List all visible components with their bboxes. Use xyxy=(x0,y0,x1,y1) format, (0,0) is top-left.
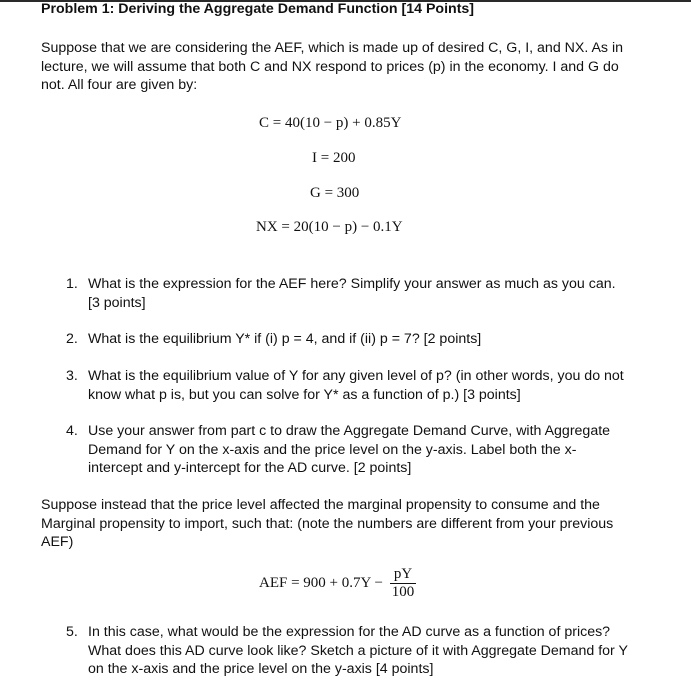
question-text: In this case, what would be the expression for the AD curve as a function of prices? What does this AD curve look like? Sketch a picture of it with Aggregate Demand for Y on the x-axis and the price level on the y-axis [4 points] xyxy=(88,624,628,677)
aef-fraction xyxy=(390,566,417,601)
equation-aef xyxy=(259,566,416,601)
intro-paragraph: Suppose that we are considering the AEF, which is made up of desired C, G, I, and NX. As in lecture, we will assume that both C and NX respond to prices (p) in the economy. I and G do not. All four are given by: xyxy=(41,40,624,93)
question-number: 3. xyxy=(66,368,78,384)
question-text: What is the expression for the AEF here? Simplify your answer as much as you can. [3 points] xyxy=(88,276,616,311)
question-number: 4. xyxy=(66,423,78,439)
problem-title: Problem 1: Deriving the Aggregate Demand Function [14 Points] xyxy=(41,1,475,17)
question-text: What is the equilibrium Y* if (i) p = 4, and if (ii) p = 7? [2 points] xyxy=(88,331,482,347)
question-number: 2. xyxy=(66,331,78,347)
equation-consumption: C = 40(10 − p) + 0.85Y xyxy=(259,115,402,131)
second-intro-paragraph: Suppose instead that the price level affected the marginal propensity to consume and the Marginal propensity to import, such that: (note the numbers are different from your previous AEF) xyxy=(41,497,614,550)
question-text: Use your answer from part c to draw the Aggregate Demand Curve, with Aggregate Demand for Y on the x-axis and the price level on the y-axis. Label both the x-intercept and y-intercept for the AD curve. [2 points] xyxy=(88,423,611,476)
equation-government: G = 300 xyxy=(310,185,360,201)
equation-investment: I = 200 xyxy=(312,150,356,166)
question-number: 5. xyxy=(66,624,78,640)
aef-denominator: 100 xyxy=(391,584,415,600)
question-text: What is the equilibrium value of Y for any given level of p? (in other words, you do not know what p is, but you can solve for Y* as a function of p.) [3 points] xyxy=(88,368,624,403)
aef-left: AEF = 900 + 0.7Y − xyxy=(259,574,383,591)
question-number: 1. xyxy=(66,276,78,292)
equation-net-exports: NX = 20(10 − p) − 0.1Y xyxy=(256,219,403,235)
aef-numerator: pY xyxy=(390,566,417,584)
